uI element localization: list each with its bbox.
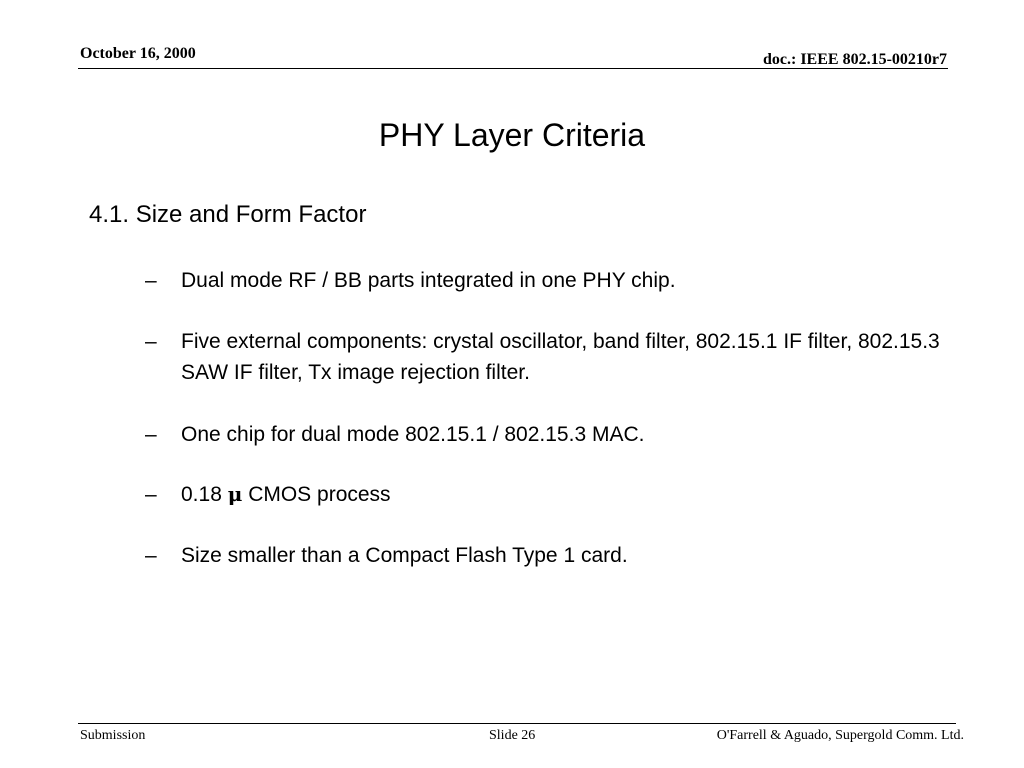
micro-symbol: μ [227,482,243,506]
bullet-text-before: 0.18 [181,483,228,506]
section-heading: 4.1. Size and Form Factor [89,201,367,228]
header-date: October 16, 2000 [80,45,196,62]
bullet-text-after: CMOS process [242,483,391,506]
footer-submission: Submission [80,728,146,743]
bullet-item [145,540,945,571]
footer-divider [78,723,956,724]
bullet-item [145,326,945,388]
bullet-text: One chip for dual mode 802.15.1 / 802.15.3 MAC. [181,423,645,446]
bullet-text: Dual mode RF / BB parts integrated in one PHY chip. [181,269,676,292]
bullet-text: Five external components: crystal oscillator, band filter, 802.15.1 IF filter, 802.15.3 SAW IF filter, Tx image rejection filter. [181,330,940,384]
footer-authors: O'Farrell & Aguado, Supergold Comm. Ltd. [716,728,964,743]
bullet-text: Size smaller than a Compact Flash Type 1 card. [181,544,628,567]
bullet-text [181,479,945,510]
header-divider [78,68,948,69]
bullet-dash: – [145,269,157,292]
bullet-dash: – [145,330,157,353]
footer-slide-number: Slide 26 [489,728,536,743]
header-document-id: doc.: IEEE 802.15-00210r7 [763,51,947,68]
bullet-item [145,265,945,296]
bullet-item [145,419,945,450]
bullet-dash: – [145,483,157,506]
bullet-dash: – [145,423,157,446]
slide-title: PHY Layer Criteria [378,117,646,153]
bullet-item [145,479,945,510]
bullet-dash: – [145,544,157,567]
